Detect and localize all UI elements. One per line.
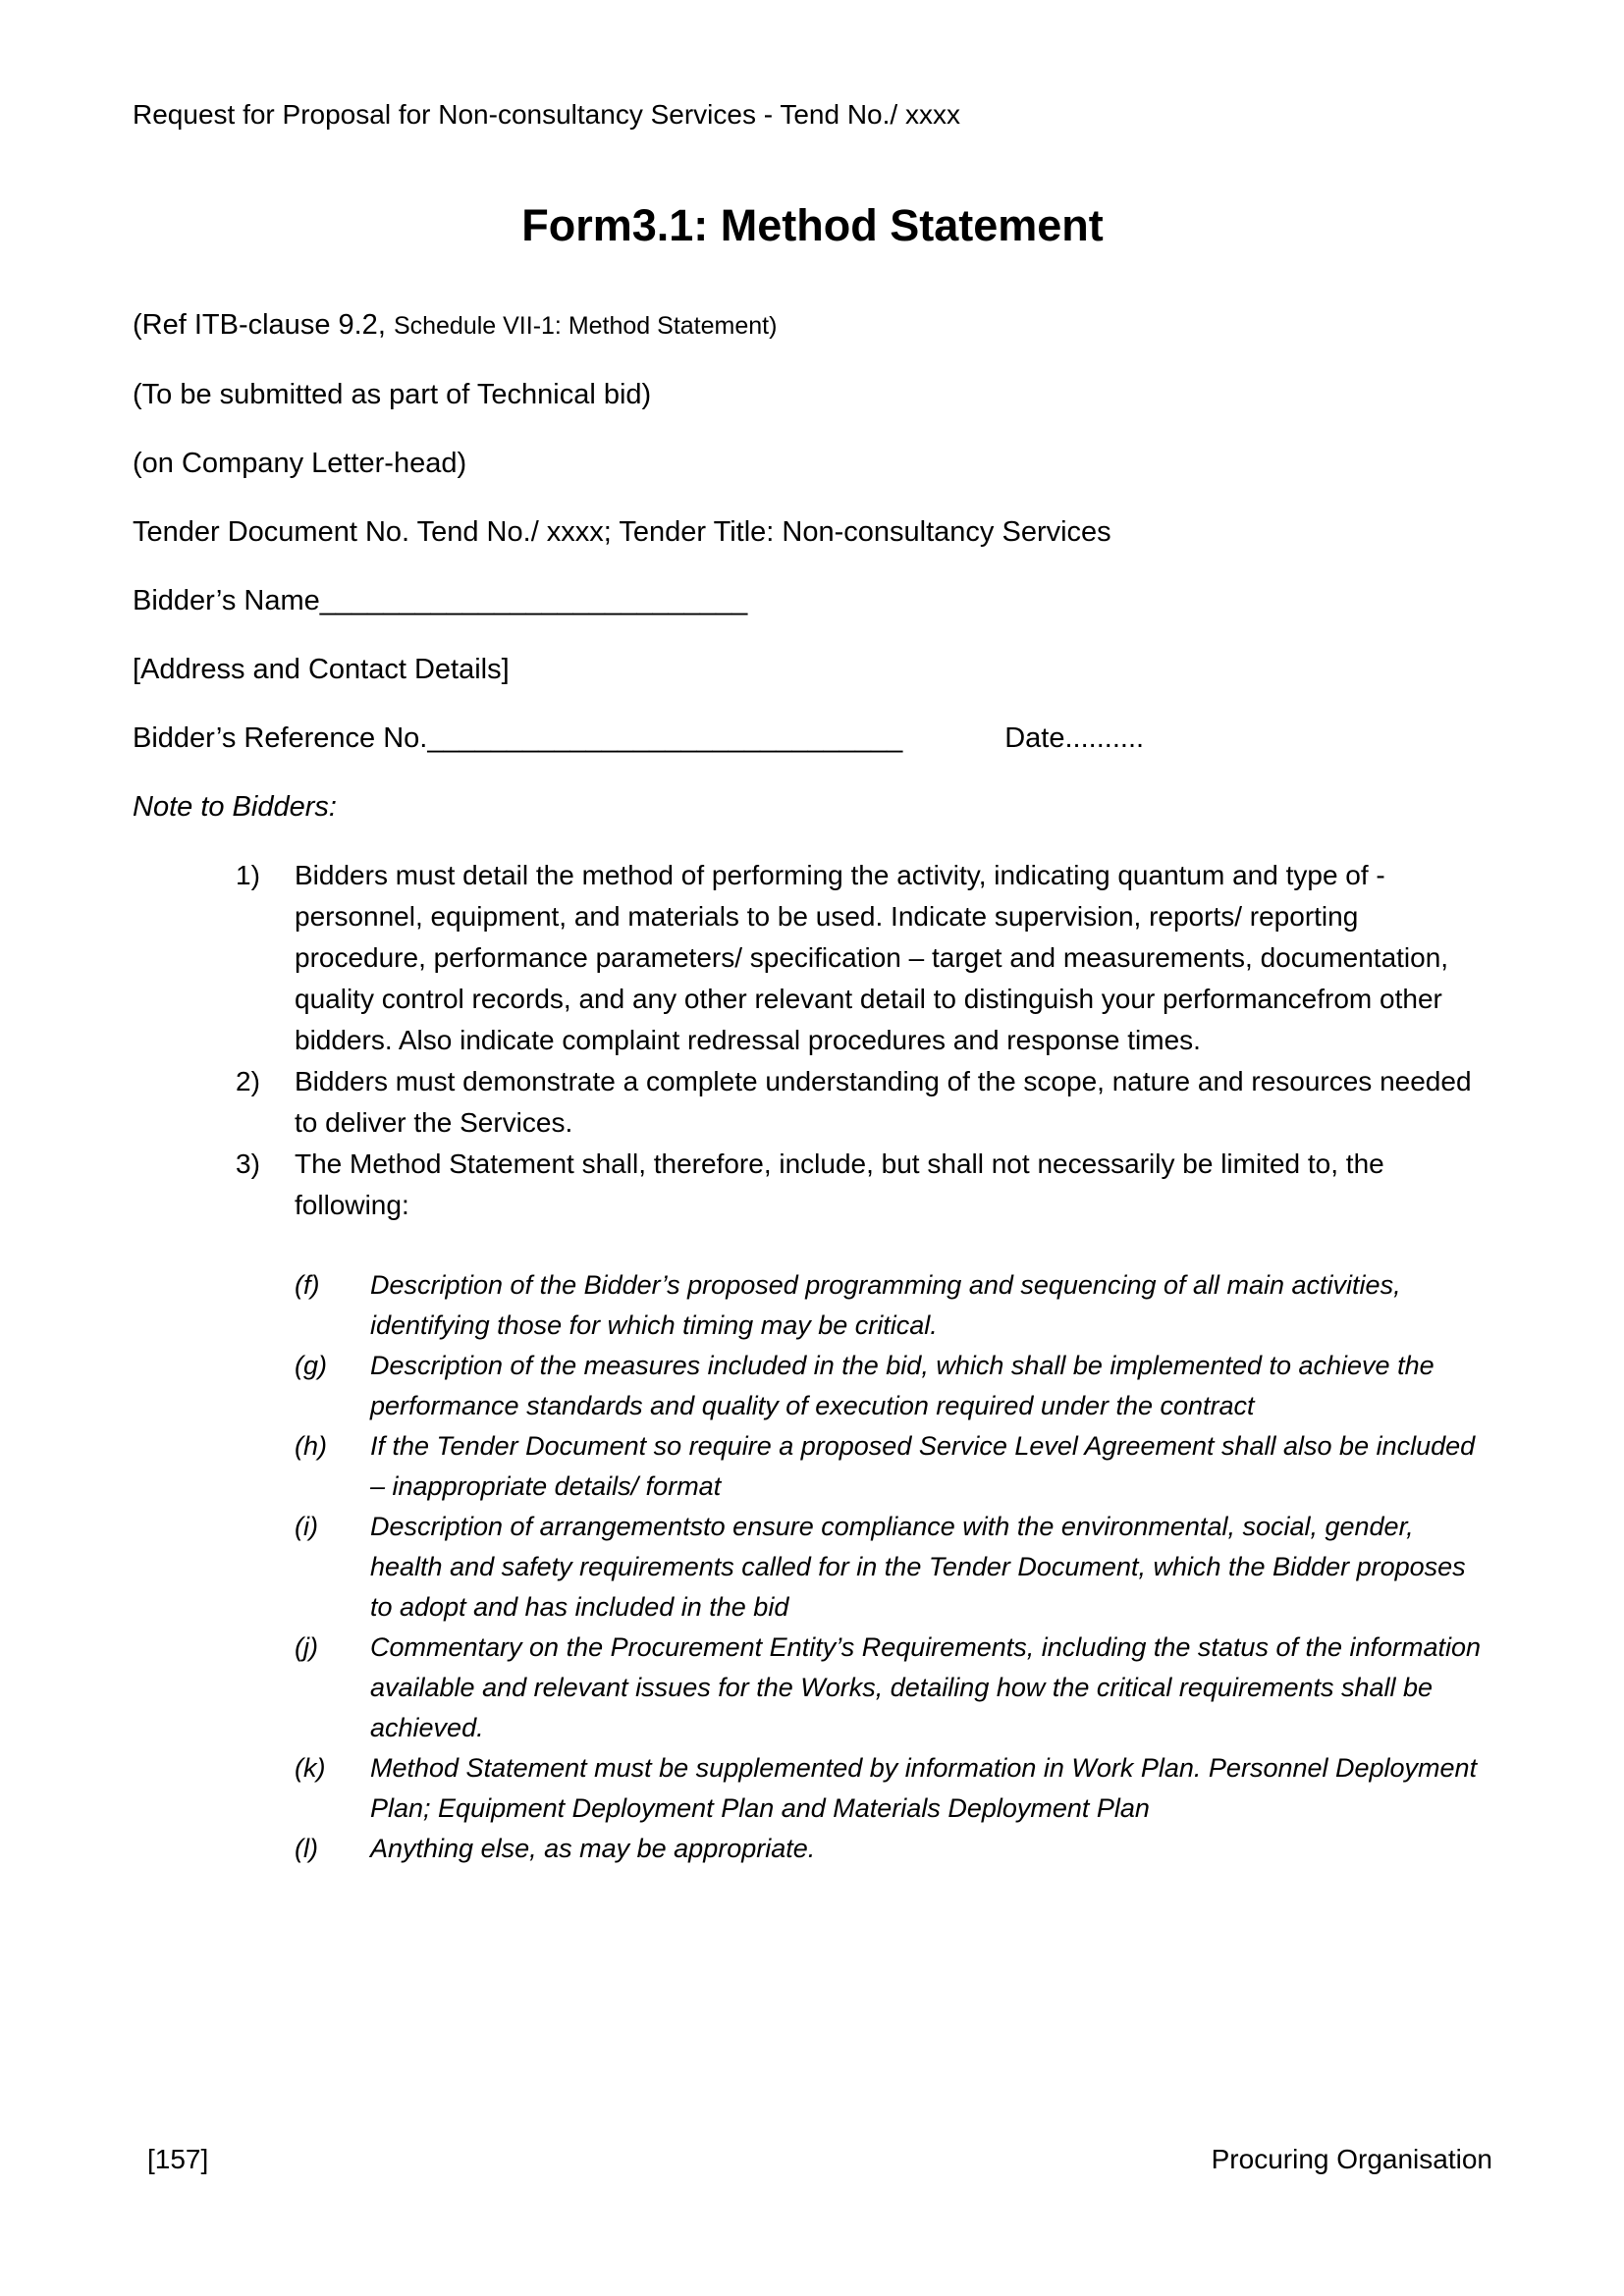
- sub-item-j: [133, 1628, 1492, 1748]
- address-line: [Address and Contact Details]: [133, 654, 510, 685]
- sub-item-marker: (l): [295, 1834, 318, 1863]
- note-item-3: [133, 1144, 1492, 1226]
- bidder-name-label: Bidder’s Name: [133, 585, 320, 616]
- bidder-name-line: [133, 580, 1492, 621]
- sub-item-marker: (f): [295, 1270, 320, 1300]
- note-to-bidders-heading: Note to Bidders:: [133, 791, 337, 823]
- date-label: Date..........: [1004, 722, 1145, 754]
- submission-note-line: (To be submitted as part of Technical bid): [133, 379, 652, 410]
- note-marker: 2): [236, 1066, 260, 1096]
- sub-item-g: [133, 1346, 1492, 1426]
- notes-list: [133, 855, 1492, 1226]
- page-number: [157]: [147, 2144, 209, 2174]
- note-text: The Method Statement shall, therefore, include, but shall not necessarily be limited to, the following:: [295, 1148, 1384, 1220]
- ref-note-line: [133, 304, 1492, 347]
- note-text: Bidders must detail the method of performing the activity, indicating quantum and type of - personnel, equipment, and materials to be used. Indicate supervision, reports/ reporting procedure, performance parameters/ specification – target and measurements, documentation, quality control records, and any other relevant detail to distinguish your performancefrom other bidders. Also indicate complaint redressal procedures and response times.: [295, 860, 1449, 1055]
- bidder-reference-blank: ______________________________: [427, 722, 903, 754]
- document-header: Request for Proposal for Non-consultancy Services - Tend No./ xxxx: [133, 99, 960, 130]
- note-marker: 1): [236, 860, 260, 890]
- sub-item-i: [133, 1507, 1492, 1628]
- tender-line: Tender Document No. Tend No./ xxxx; Tender Title: Non-consultancy Services: [133, 516, 1111, 548]
- sub-item-f: [133, 1265, 1492, 1346]
- note-item-1: [133, 855, 1492, 1061]
- sub-item-l: [133, 1829, 1492, 1869]
- sub-item-text: Description of the Bidder’s proposed programming and sequencing of all main activities, identifying those for which timing may be critical.: [370, 1270, 1401, 1340]
- sub-item-text: Description of arrangementsto ensure compliance with the environmental, social, gender, health and safety requirements called for in the Tender Document, which the Bidder proposes to adopt and has included in the bid: [370, 1512, 1466, 1622]
- bidder-name-blank: ___________________________: [319, 585, 748, 616]
- letterhead-note-line: (on Company Letter-head): [133, 448, 467, 479]
- sub-item-h: [133, 1426, 1492, 1507]
- bidder-reference-line: [133, 718, 1492, 759]
- sub-item-marker: (i): [295, 1512, 318, 1541]
- bidder-reference-label: Bidder’s Reference No.: [133, 722, 428, 754]
- note-text: Bidders must demonstrate a complete understanding of the scope, nature and resources needed to deliver the Services.: [295, 1066, 1472, 1138]
- sub-item-marker: (k): [295, 1753, 326, 1783]
- footer-organisation: Procuring Organisation: [1211, 2144, 1492, 2174]
- sub-item-marker: (g): [295, 1351, 327, 1380]
- sub-item-text: If the Tender Document so require a proposed Service Level Agreement shall also be included – inappropriate details/ format: [370, 1431, 1476, 1501]
- sub-item-text: Anything else, as may be appropriate.: [370, 1834, 816, 1863]
- sub-item-text: Description of the measures included in the bid, which shall be implemented to achieve the performance standards and quality of execution required under the contract: [370, 1351, 1435, 1420]
- sub-item-marker: (h): [295, 1431, 327, 1461]
- note-item-2: [133, 1061, 1492, 1144]
- page-title: Form3.1: Method Statement: [521, 200, 1104, 250]
- sub-item-k: [133, 1748, 1492, 1829]
- page-footer: [147, 2143, 1492, 2176]
- sub-items-list: [133, 1265, 1492, 1869]
- ref-note-small: Schedule VII-1: Method Statement): [393, 312, 778, 340]
- sub-item-text: Method Statement must be supplemented by information in Work Plan. Personnel Deployment Plan; Equipment Deployment Plan and Materials Deployment Plan: [370, 1753, 1478, 1823]
- sub-item-marker: (j): [295, 1632, 318, 1662]
- note-marker: 3): [236, 1148, 260, 1179]
- sub-item-text: Commentary on the Procurement Entity’s Requirements, including the status of the information available and relevant issues for the Works, detailing how the critical requirements shall be achieved.: [370, 1632, 1482, 1742]
- ref-note-main: (Ref ITB-clause 9.2,: [133, 309, 386, 341]
